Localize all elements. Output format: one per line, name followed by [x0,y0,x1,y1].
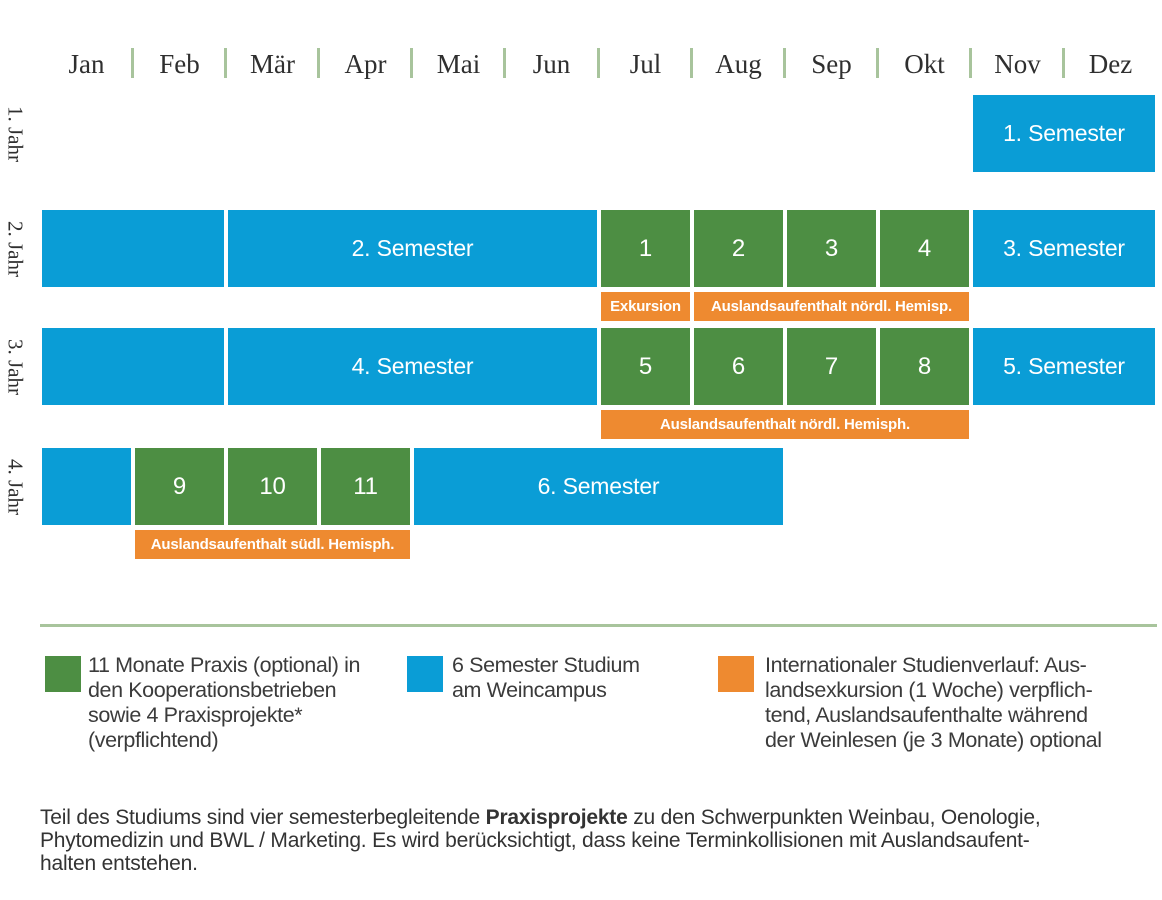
legend-line: Internationaler Studienverlauf: Aus- [765,653,1087,677]
bar-semester-3-continuation [42,328,224,405]
month-label-okt: Okt [904,49,945,79]
footnote-paragraph [40,806,1040,875]
tag-exkursion: Exkursion [601,292,690,321]
bar-praxis-month-6: 6 [694,328,783,405]
bar-praxis-month-4: 4 [880,210,969,287]
bar-semester-5-continuation [42,448,131,525]
bar-praxis-month-9: 9 [135,448,224,525]
footnote-line-1 [40,806,1040,829]
month-separator [597,48,600,78]
legend-line: am Weincampus [452,678,607,702]
bar-praxis-month-2: 2 [694,210,783,287]
bar-praxis-month-10: 10 [228,448,317,525]
month-label-dez: Dez [1088,49,1133,79]
bar-praxis-month-1: 1 [601,210,690,287]
legend-line: 11 Monate Praxis (optional) in [88,653,361,677]
month-separator [969,48,972,78]
month-separator [224,48,227,78]
month-separator [317,48,320,78]
month-separator [410,48,413,78]
footnote-line-3: halten entstehen. [40,852,198,875]
bar-praxis-month-3: 3 [787,210,876,287]
month-label-feb: Feb [159,49,200,79]
month-label-nov: Nov [994,49,1041,79]
footnote-line-2: Phytomedizin und BWL / Marketing. Es wird berücksichtigt, dass keine Terminkollisionen mit Auslandsaufent- [40,829,1030,852]
footnote-text: Teil des Studiums sind vier semesterbegleitende [40,806,486,829]
legend-line: der Weinlesen (je 3 Monate) optional [765,728,1102,752]
month-separator [690,48,693,78]
month-label-sep: Sep [811,49,852,79]
bar-praxis-month-5: 5 [601,328,690,405]
month-label-aug: Aug [715,49,762,79]
legend-line: sowie 4 Praxisprojekte* [88,703,303,727]
footnote-bold-praxisprojekte: Praxisprojekte [485,806,628,829]
bar-semester-4: 4. Semester [228,328,597,405]
tag-auslandsaufenthalt-noerdl-hemisp: Auslandsaufenthalt nördl. Hemisp. [694,292,969,321]
legend-line: (verpflichtend) [88,728,219,752]
bar-praxis-month-8: 8 [880,328,969,405]
month-label-jul: Jul [629,49,662,79]
month-separator [1062,48,1065,78]
year-label-2: 2. Jahr [3,220,28,277]
legend-text-studium [452,653,640,703]
legend-line: 6 Semester Studium [452,653,640,677]
month-label-jan: Jan [68,49,105,79]
bar-semester-1: 1. Semester [973,95,1155,172]
legend-line: tend, Auslandsaufenthalte während [765,703,1088,727]
divider-line [40,624,1157,627]
month-label-apr: Apr [344,49,387,79]
legend-text-international [765,653,1102,753]
footnote-text: zu den Schwerpunkten Weinbau, Oenologie, [627,806,1041,829]
month-separator [503,48,506,78]
year-label-4: 4. Jahr [3,458,28,515]
bar-praxis-month-7: 7 [787,328,876,405]
tag-auslandsaufenthalt-noerdl-hemisph: Auslandsaufenthalt nördl. Hemisph. [601,410,969,439]
month-separator [783,48,786,78]
legend-swatch-praxis [45,656,81,692]
bar-semester-3: 3. Semester [973,210,1155,287]
legend-swatch-international [718,656,754,692]
bar-semester-5: 5. Semester [973,328,1155,405]
legend-swatch-studium [407,656,443,692]
bar-semester-6: 6. Semester [414,448,783,525]
month-separator [131,48,134,78]
year-label-3: 3. Jahr [3,338,28,395]
bar-praxis-month-11: 11 [321,448,410,525]
legend-line: den Kooperationsbetrieben [88,678,337,702]
bar-semester-1-continuation [42,210,224,287]
month-label-mai: Mai [436,49,481,79]
bar-semester-2: 2. Semester [228,210,597,287]
month-label-jun: Jun [532,49,571,79]
legend-line: landsexkursion (1 Woche) verpflich- [765,678,1093,702]
month-label-mar: Mär [250,49,295,79]
month-separator [876,48,879,78]
tag-auslandsaufenthalt-suedl-hemisph: Auslandsaufenthalt südl. Hemisph. [135,530,410,559]
year-label-1: 1. Jahr [3,105,28,162]
legend-text-praxis [88,653,360,753]
